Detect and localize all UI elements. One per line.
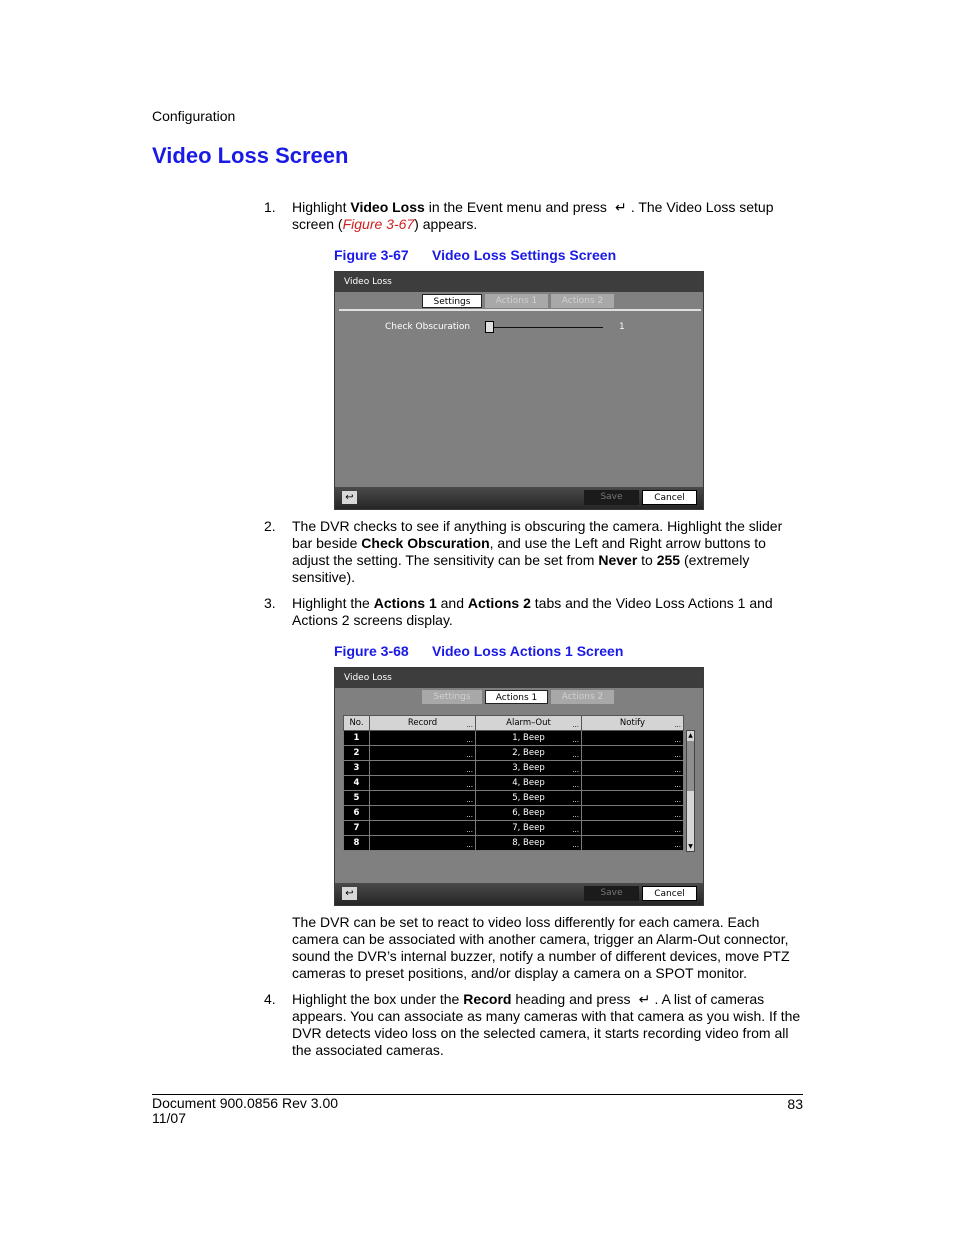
- table-row: [344, 836, 684, 851]
- page-number: 83: [787, 1096, 803, 1112]
- notify-cell[interactable]: ...: [582, 761, 684, 776]
- row-number: 6: [344, 806, 370, 821]
- record-cell[interactable]: ...: [370, 761, 476, 776]
- check-obscuration-slider[interactable]: [487, 327, 603, 328]
- footer-doc-info: [152, 1096, 338, 1126]
- scroll-down-icon[interactable]: ▼: [688, 843, 693, 850]
- tab-actions-1[interactable]: Actions 1: [485, 294, 548, 308]
- column-header-no: No.: [344, 716, 370, 731]
- row-number: 1: [344, 731, 370, 746]
- alarm-out-cell[interactable]: 4, Beep ...: [476, 776, 582, 791]
- tab-settings[interactable]: Settings: [422, 294, 482, 308]
- record-cell[interactable]: ...: [370, 746, 476, 761]
- table-header-row: [344, 716, 684, 731]
- notify-cell[interactable]: ...: [582, 791, 684, 806]
- tab-actions-1[interactable]: Actions 1: [485, 690, 548, 704]
- tab-actions-2[interactable]: Actions 2: [551, 294, 614, 308]
- scroll-up-icon[interactable]: ▲: [688, 732, 693, 739]
- notify-cell[interactable]: ...: [582, 836, 684, 851]
- record-cell[interactable]: ...: [370, 731, 476, 746]
- record-cell[interactable]: ...: [370, 836, 476, 851]
- table-row: [344, 746, 684, 761]
- screen-footer: [335, 883, 703, 905]
- step-text: Highlight Video Loss in the Event menu and press ↵ . The Video Loss setup screen (Figure 3-67) appears.: [292, 199, 774, 232]
- column-header-record[interactable]: Record ...: [370, 716, 476, 731]
- record-cell[interactable]: ...: [370, 821, 476, 836]
- notify-cell[interactable]: ...: [582, 776, 684, 791]
- scroll-thumb[interactable]: [687, 741, 694, 791]
- divider: [339, 309, 701, 311]
- check-obscuration-label: Check Obscuration: [385, 322, 471, 332]
- step-text: Highlight the box under the Record heading and press ↵ . A list of cameras appears. You can associate as many cameras with that camera as you wish. If the DVR detects video loss on the selected camera, it starts recording video from all the associated cameras.: [292, 991, 801, 1058]
- row-number: 2: [344, 746, 370, 761]
- column-header-notify[interactable]: Notify ...: [582, 716, 684, 731]
- actions-table: [343, 715, 684, 851]
- alarm-out-cell[interactable]: 3, Beep ...: [476, 761, 582, 776]
- alarm-out-cell[interactable]: 2, Beep ...: [476, 746, 582, 761]
- enter-key-icon: ↵: [614, 199, 627, 215]
- alarm-out-cell[interactable]: 1, Beep ...: [476, 731, 582, 746]
- tab-actions-2[interactable]: Actions 2: [551, 690, 614, 704]
- tab-settings[interactable]: Settings: [422, 690, 482, 704]
- record-cell[interactable]: ...: [370, 791, 476, 806]
- table-row: [344, 731, 684, 746]
- step-number: 4.: [264, 991, 276, 1007]
- screen-title: Video Loss: [335, 668, 703, 688]
- table-row: [344, 791, 684, 806]
- notify-cell[interactable]: ...: [582, 806, 684, 821]
- step-number: 3.: [264, 595, 276, 611]
- row-number: 5: [344, 791, 370, 806]
- record-cell[interactable]: ...: [370, 806, 476, 821]
- video-loss-settings-screen: [334, 271, 704, 510]
- page-title: Video Loss Screen: [152, 143, 349, 168]
- step-number: 1.: [264, 199, 276, 215]
- alarm-out-cell[interactable]: 8, Beep ...: [476, 836, 582, 851]
- back-arrow-icon[interactable]: ↩: [342, 491, 357, 504]
- figure-caption: Figure 3-68 Video Loss Actions 1 Screen: [334, 643, 624, 659]
- notify-cell[interactable]: ...: [582, 821, 684, 836]
- back-arrow-icon[interactable]: ↩: [342, 887, 357, 900]
- record-cell[interactable]: ...: [370, 776, 476, 791]
- save-button[interactable]: Save: [584, 490, 639, 505]
- row-number: 7: [344, 821, 370, 836]
- step-text: The DVR checks to see if anything is obscuring the camera. Highlight the slider bar beside Check Obscuration, and use the Left and Right arrow buttons to adjust the setting. The sensitivity can be set from Never to 255 (extremely sensitive).: [292, 518, 783, 585]
- document-date: 11/07: [152, 1110, 186, 1126]
- body-paragraph: The DVR can be set to react to video loss differently for each camera. Each camera can be associated with another camera, trigger an Alarm-Out connector, sound the DVR’s internal buzzer, notify a number of different devices, move PTZ cameras to preset positions, and/or display a camera on a SPOT monitor.: [292, 914, 790, 981]
- figure-link[interactable]: Figure 3-67: [342, 216, 415, 232]
- row-number: 4: [344, 776, 370, 791]
- screen-footer: [335, 487, 703, 509]
- table-row: [344, 821, 684, 836]
- notify-cell[interactable]: ...: [582, 746, 684, 761]
- table-row: [344, 776, 684, 791]
- figure-caption: Figure 3-67 Video Loss Settings Screen: [334, 247, 617, 263]
- table-scrollbar[interactable]: [686, 730, 695, 852]
- table-row: [344, 761, 684, 776]
- video-loss-actions-1-screen: [334, 667, 704, 906]
- row-number: 3: [344, 761, 370, 776]
- slider-handle[interactable]: [485, 321, 494, 333]
- section-label: Configuration: [152, 108, 236, 124]
- check-obscuration-value: 1: [619, 322, 625, 332]
- step-number: 2.: [264, 518, 276, 534]
- column-header-alarm-out[interactable]: Alarm–Out ...: [476, 716, 582, 731]
- alarm-out-cell[interactable]: 5, Beep ...: [476, 791, 582, 806]
- enter-key-icon: ↵: [638, 991, 651, 1007]
- document-number: Document 900.0856 Rev 3.00: [152, 1095, 339, 1111]
- save-button[interactable]: Save: [584, 886, 639, 901]
- step-text: Highlight the Actions 1 and Actions 2 tabs and the Video Loss Actions 1 and Actions 2 screens display.: [292, 595, 773, 628]
- table-row: [344, 806, 684, 821]
- alarm-out-cell[interactable]: 6, Beep ...: [476, 806, 582, 821]
- cancel-button[interactable]: Cancel: [642, 886, 697, 901]
- cancel-button[interactable]: Cancel: [642, 490, 697, 505]
- notify-cell[interactable]: ...: [582, 731, 684, 746]
- alarm-out-cell[interactable]: 7, Beep ...: [476, 821, 582, 836]
- screen-title: Video Loss: [335, 272, 703, 292]
- row-number: 8: [344, 836, 370, 851]
